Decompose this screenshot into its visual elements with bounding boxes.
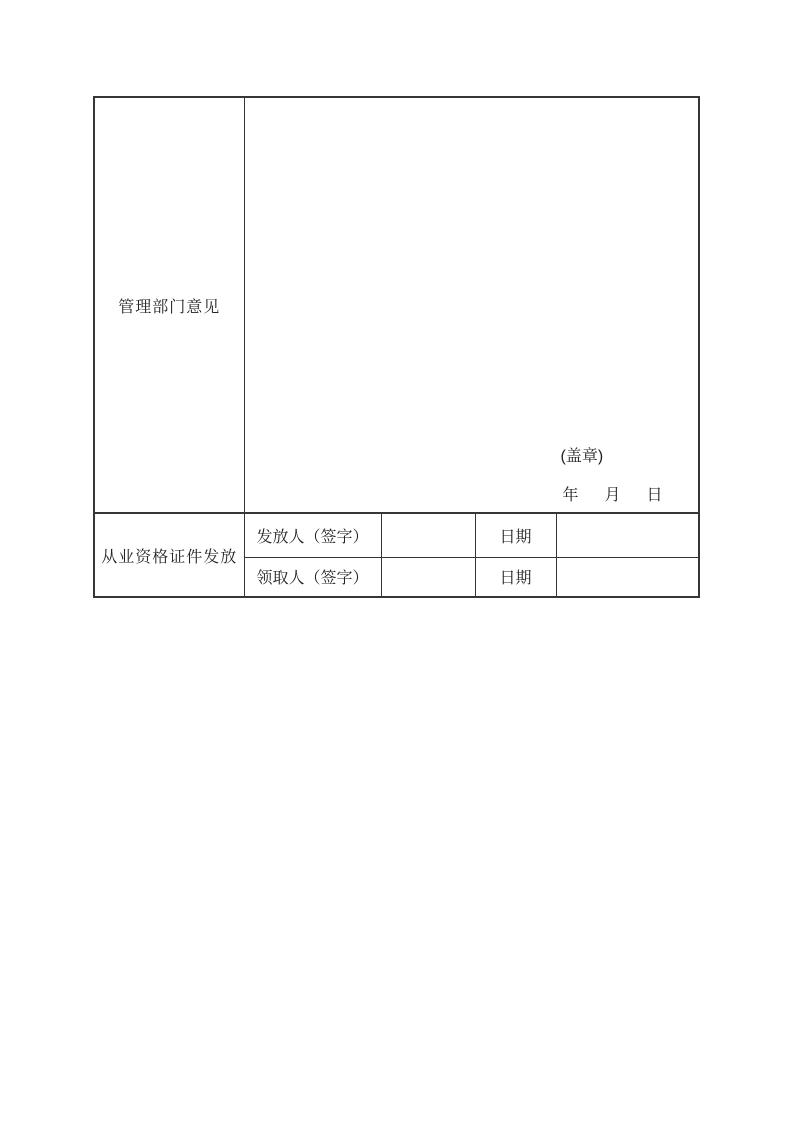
opinion-write-in-area[interactable] <box>244 97 699 513</box>
issuer-row <box>94 513 699 557</box>
issuance-label: 从业资格证件发放 <box>101 548 238 566</box>
recipient-date-input-cell[interactable] <box>556 557 699 597</box>
issuer-signature-label: 发放人（签字） <box>256 528 369 546</box>
recipient-signature-input-cell[interactable] <box>381 557 475 597</box>
recipient-date-label-cell <box>475 557 556 597</box>
issuance-label-cell <box>94 513 244 597</box>
issuer-date-label: 日期 <box>499 528 532 546</box>
issuer-date-input-cell[interactable] <box>556 513 699 557</box>
recipient-signature-label: 领取人（签字） <box>256 570 369 588</box>
issuer-signature-input-cell[interactable] <box>381 513 475 557</box>
management-opinion-label: 管理部门意见 <box>118 298 221 316</box>
recipient-date-label: 日期 <box>499 570 532 588</box>
certificate-issuance-form-table <box>93 96 700 598</box>
recipient-signature-label-cell <box>244 557 381 597</box>
issuer-date-label-cell <box>475 513 556 557</box>
management-opinion-row <box>94 97 699 513</box>
issuer-signature-label-cell <box>244 513 381 557</box>
management-opinion-label-cell <box>94 97 244 513</box>
seal-placeholder-label: (盖章) <box>560 447 604 465</box>
opinion-box <box>245 99 699 512</box>
date-placeholder-label: 年 月 日 <box>562 486 668 504</box>
